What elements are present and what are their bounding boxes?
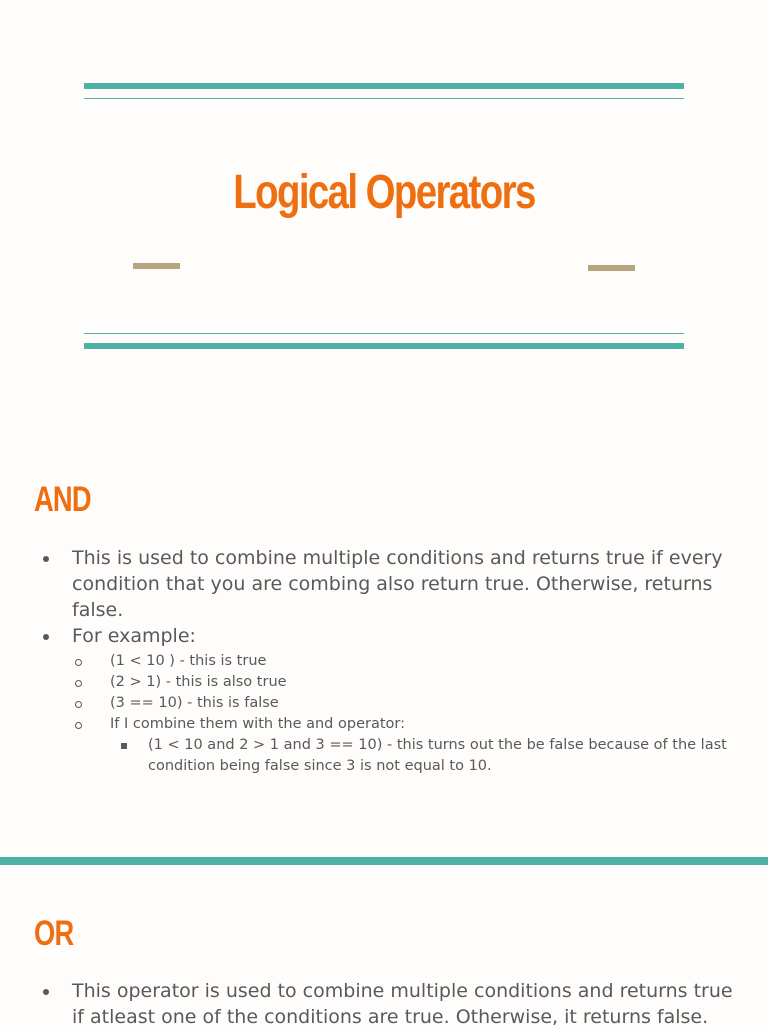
hollow-circle-bullet-icon xyxy=(75,722,82,729)
and-bullet-text: This is used to combine multiple conditions and returns true if every condition that you are combing also return true. Otherwise, returns false. xyxy=(72,547,723,621)
list-item xyxy=(72,651,740,672)
or-bullet-text: This operator is used to combine multiple conditions and returns true if atleast one of the conditions are true. Otherwise, it returns false. xyxy=(72,980,733,1028)
list-item xyxy=(72,672,740,693)
hollow-circle-bullet-icon xyxy=(75,680,82,687)
bullet-dot-icon xyxy=(43,989,49,995)
list-item xyxy=(72,693,740,714)
or-heading: OR xyxy=(34,914,74,953)
square-bullet-icon xyxy=(121,743,127,749)
and-heading: AND xyxy=(34,480,91,519)
example-text: If I combine them with the and operator: xyxy=(110,716,405,732)
bottom-thick-rule xyxy=(84,343,684,349)
top-thick-rule xyxy=(84,83,684,89)
top-thin-rule xyxy=(84,98,684,99)
and-bullet-text: For example: xyxy=(72,625,196,647)
example-text: (3 == 10) - this is false xyxy=(110,695,279,711)
list-item xyxy=(72,714,740,777)
bullet-dot-icon xyxy=(43,634,49,640)
list-item xyxy=(40,978,740,1030)
combined-list xyxy=(110,735,740,777)
list-item xyxy=(40,545,740,623)
list-item xyxy=(40,623,740,777)
bottom-thin-rule xyxy=(84,333,684,334)
example-text: (2 > 1) - this is also true xyxy=(110,674,287,690)
slide-divider xyxy=(0,857,768,865)
hollow-circle-bullet-icon xyxy=(75,659,82,666)
slide-title: Logical Operators xyxy=(233,166,535,219)
left-accent-dash xyxy=(133,263,180,269)
list-item xyxy=(110,735,740,777)
and-bullet-list xyxy=(40,545,740,777)
bullet-dot-icon xyxy=(43,556,49,562)
or-bullet-list xyxy=(40,978,740,1030)
example-list xyxy=(72,651,740,777)
or-slide xyxy=(0,866,768,1028)
hollow-circle-bullet-icon xyxy=(75,701,82,708)
right-accent-dash xyxy=(588,265,635,271)
example-text: (1 < 10 ) - this is true xyxy=(110,653,267,669)
title-slide xyxy=(0,0,768,434)
combined-text: (1 < 10 and 2 > 1 and 3 == 10) - this turns out the be false because of the last condition being false since 3 is not equal to 10. xyxy=(148,737,727,774)
and-slide xyxy=(0,434,768,856)
